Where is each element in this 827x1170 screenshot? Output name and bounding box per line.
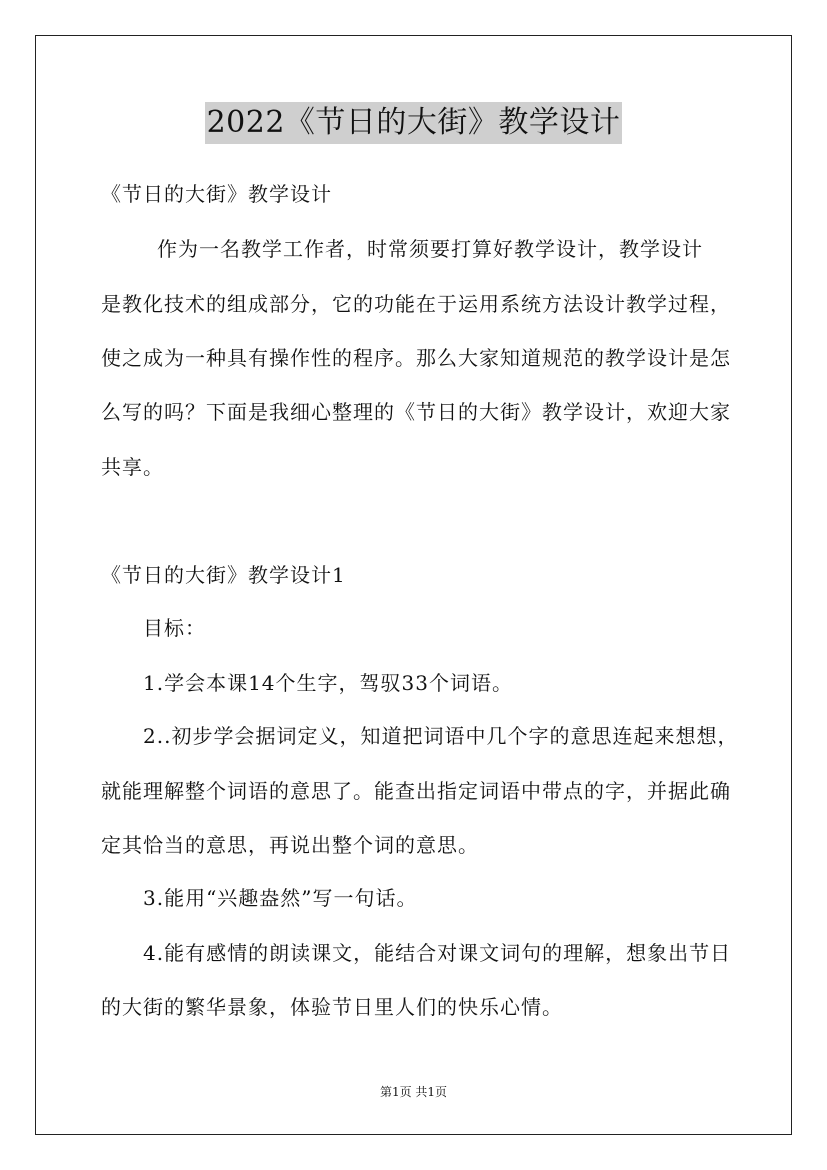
section-heading: 《节日的大街》教学设计1	[101, 563, 346, 587]
page-footer: 第1页 共1页	[379, 1085, 448, 1099]
intro-line: 共享。	[101, 455, 164, 479]
subtitle: 《节日的大街》教学设计	[101, 182, 332, 206]
goal-line: 1.学会本课14个生字，驾驭33个词语。	[143, 671, 513, 695]
intro-line: 使之成为一种具有操作性的程序。那么大家知道规范的教学设计是怎	[101, 346, 731, 370]
goals-label: 目标：	[143, 616, 206, 640]
document-title: 2022《节日的大街》教学设计	[205, 102, 623, 144]
intro-line: 作为一名教学工作者，时常须要打算好教学设计，教学设计	[157, 237, 703, 261]
goal-line: 定其恰当的意思，再说出整个词的意思。	[101, 833, 479, 857]
intro-line: 么写的吗？下面是我细心整理的《节日的大街》教学设计，欢迎大家	[101, 400, 731, 424]
goal-line: 就能理解整个词语的意思了。能查出指定词语中带点的字，并据此确	[101, 779, 731, 803]
title-container	[0, 102, 827, 144]
intro-line: 是教化技术的组成部分，它的功能在于运用系统方法设计教学过程，	[101, 292, 731, 316]
goal-line: 的大街的繁华景象，体验节日里人们的快乐心情。	[101, 995, 563, 1019]
goal-line: 4.能有感情的朗读课文，能结合对课文词句的理解，想象出节日	[143, 941, 732, 965]
goal-line: 3.能用“兴趣盎然”写一句话。	[143, 886, 418, 910]
goal-line: 2..初步学会据词定义，知道把词语中几个字的意思连起来想想，	[143, 724, 739, 748]
